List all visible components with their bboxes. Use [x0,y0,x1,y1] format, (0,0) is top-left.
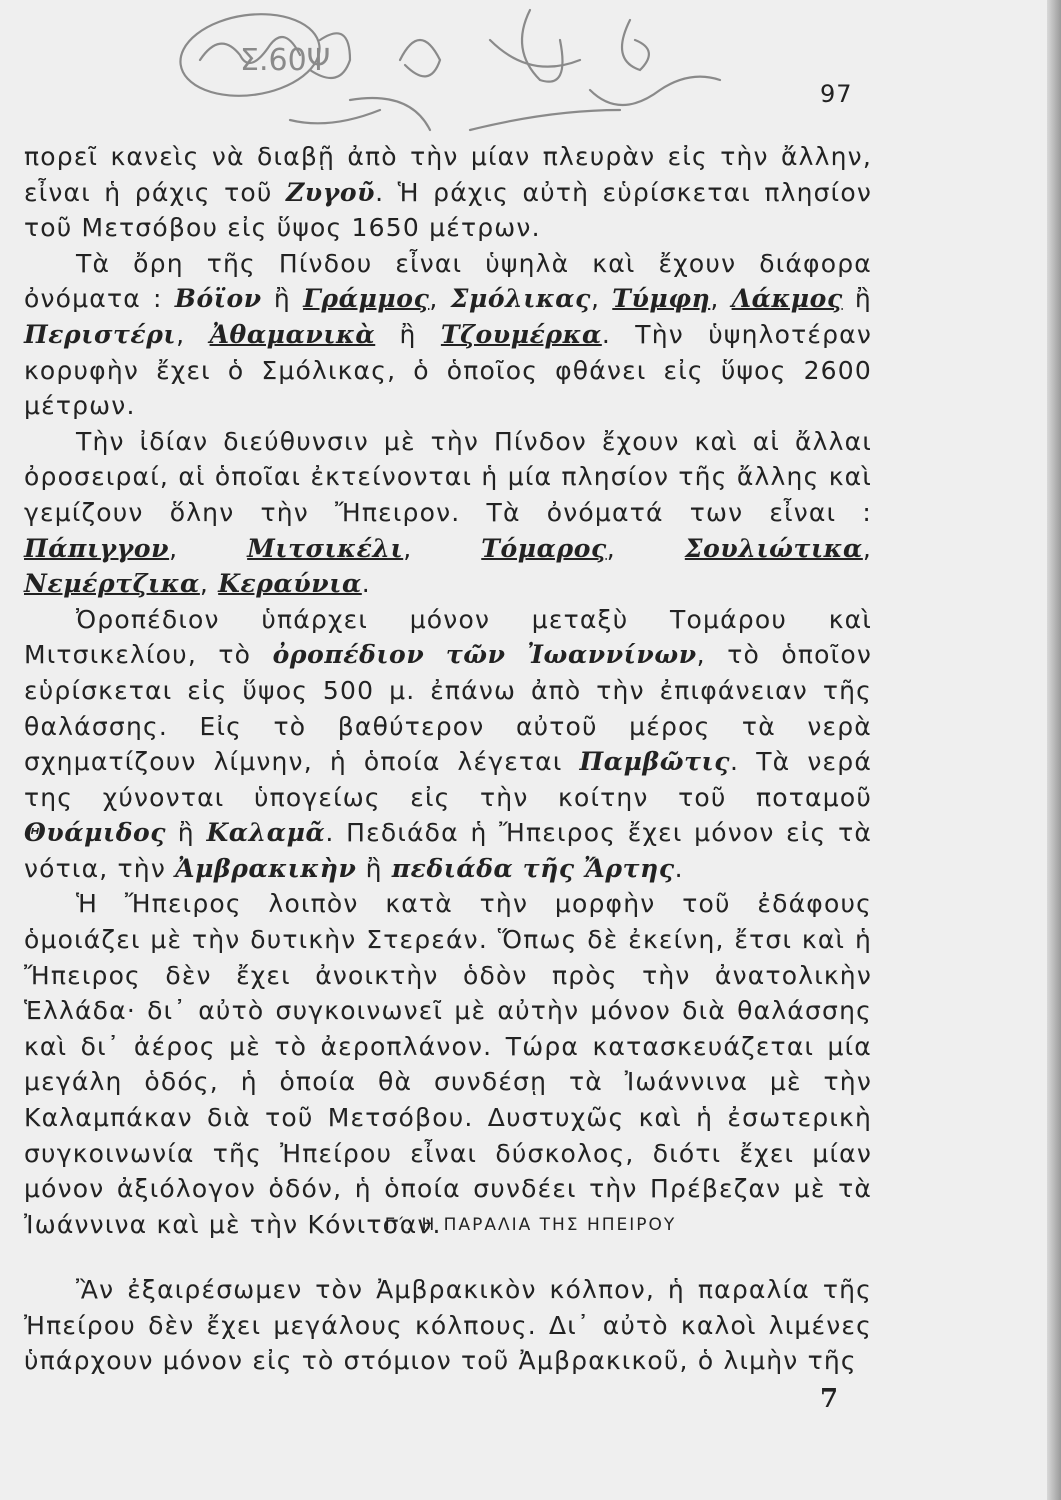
term: Σμόλικας [450,284,591,314]
term: Τόμαρος [481,533,607,563]
term: Μιτσικέλι [247,533,404,563]
term: Ἀθαμανικὰ [209,319,376,349]
section-paragraph-1: Ἂν ἐξαιρέσωμεν τὸν Ἀμβρακικὸν κόλπον, ἡ παραλία τῆς Ἠπείρου δὲν ἔχει μεγάλους κόλπους. Δι᾽ αὐτὸ καλοὶ λιμένες ὑπάρχουν μόνον εἰς τὸ στόμιον τοῦ Ἀμβρακικοῦ, ὁ λιμὴν τῆς [24,1275,872,1376]
term: Τύμφη [612,284,711,314]
term: Σουλιώτικα [684,533,863,563]
term: Βόϊον [174,284,262,314]
paragraph-1: πορεῖ κανεὶς νὰ διαβῇ ἀπὸ τὴν μίαν πλευρὰν εἰς τὴν ἄλλην, εἶναι ἡ ράχις τοῦ Ζυγοῦ. Ἡ ράχις αὐτὴ εὑρίσκεται πλησίον τοῦ Μετσόβου εἰς ὕψος 1650 μέτρων. [24,142,872,243]
paragraph-2: Τὰ ὄρη τῆς Πίνδου εἶναι ὑψηλὰ καὶ ἔχουν διάφορα ὀνόματα : Βόϊον ἢ Γράμμος, Σμόλικας, Τύμφη, Λάκμος ἢ Περιστέρι, Ἀθαμανικὰ ἢ Τζουμέρκα. Τὴν ὑψηλοτέραν κορυφὴν ἔχει ὁ Σμόλικας, ὁ ὁποῖος φθάνει εἰς ὕψος 2600 μέτρων. [24,248,872,421]
term: Παμβῶτις [579,747,731,777]
term: Τζουμέρκα [440,319,602,349]
term: Νεμέρτζικα [24,569,200,599]
term: Καλαμᾶ [206,818,326,848]
handwritten-note: Σ.60Ψ [240,43,331,78]
section-heading: Γ΄. Η ΠΑΡΑΛΙΑ ΤΗΣ ΗΠΕΙΡΟΥ [384,1215,677,1235]
page-number: 97 [820,80,853,108]
term: Γράμμος [303,284,430,314]
paragraph-3: Τὴν ἰδίαν διεύθυνσιν μὲ τὴν Πίνδον ἔχουν καὶ αἱ ἄλλαι ὀροσειραί, αἱ ὁποῖαι ἐκτείνονται ἡ μία πλησίον τῆς ἄλλης καὶ γεμίζουν ὅλην τὴν Ἤπειρον. Τὰ ὀνόματά των εἶναι : Πάπιγγον, Μιτσικέλι, Τόμαρος, Σουλιώτικα, Νεμέρτζικα, Κεραύνια. [24,426,873,599]
paragraph-5: Ἡ Ἤπειρος λοιπὸν κατὰ τὴν μορφὴν τοῦ ἐδάφους ὁμοιάζει μὲ τὴν δυτικὴν Στερεάν. Ὅπως δὲ ἐκείνη, ἔτσι καὶ ἡ Ἤπειρος δὲν ἔχει ἀνοικτὴν ὁδὸν πρὸς τὴν ἀνατολικὴν Ἑλλάδα· δι᾽ αὐτὸ συγκοινωνεῖ μὲ αὐτὴν μόνον διὰ θαλάσσης καὶ δι᾽ ἀέρος μὲ τὸ ἀεροπλάνον. Τώρα κατασκευάζεται μία μεγάλη ὁδός, ἡ ὁποία θὰ συνδέσῃ τὰ Ἰωάννινα μὲ τὴν Καλαμπάκαν διὰ τοῦ Μετσόβου. Δυστυχῶς καὶ ἡ ἐσωτερικὴ συγκοινωνία τῆς Ἠπείρου εἶναι δύσκολος, διότι ἔχει μίαν μόνον ἀξιόλογον ὁδόν, ἡ ὁποία συνδέει τὴν Πρέβεζαν μὲ τὰ Ἰωάννινα καὶ μὲ τὴν Κόνιτσαν. [24,889,872,1239]
main-text [24,139,872,1242]
page-edge-shadow [1047,0,1061,1500]
pencil-scribbles [170,0,730,150]
term: Θυάμιδος [24,818,167,848]
section-text [24,1272,872,1379]
paragraph-4: Ὀροπέδιον ὑπάρχει μόνον μεταξὺ Τομάρου καὶ Μιτσικελίου, τὸ ὀροπέδιον τῶν Ἰωαννίνων, τὸ ὁποῖον εὑρίσκεται εἰς ὕψος 500 μ. ἐπάνω ἀπὸ τὴν ἐπιφάνειαν τῆς θαλάσσης. Εἰς τὸ βαθύτερον αὐτοῦ μέρος τὰ νερὰ σχηματίζουν λίμνην, ἡ ὁποία λέγεται Παμβῶτις. Τὰ νερά της χύνονται ὑπογείως εἰς τὴν κοίτην τοῦ ποταμοῦ Θυάμιδος ἢ Καλαμᾶ. Πεδιάδα ἡ Ἤπειρος ἔχει μόνον εἰς τὰ νότια, τὴν Ἀμβρακικὴν ἢ πεδιάδα τῆς Ἄρτης. [24,604,872,883]
term: Περιστέρι [24,319,177,349]
printer-signature-mark: 7 [820,1384,839,1414]
term: Λάκμος [731,284,843,314]
term: Πάπιγγον [24,533,170,563]
term: ὀροπέδιον τῶν Ἰωαννίνων [272,640,697,670]
term: Κεραύνια [218,569,362,599]
term: πεδιάδα τῆς Ἄρτης [391,853,675,883]
term: Ζυγοῦ [285,177,376,207]
term: Ἀμβρακικὴν [175,853,357,883]
